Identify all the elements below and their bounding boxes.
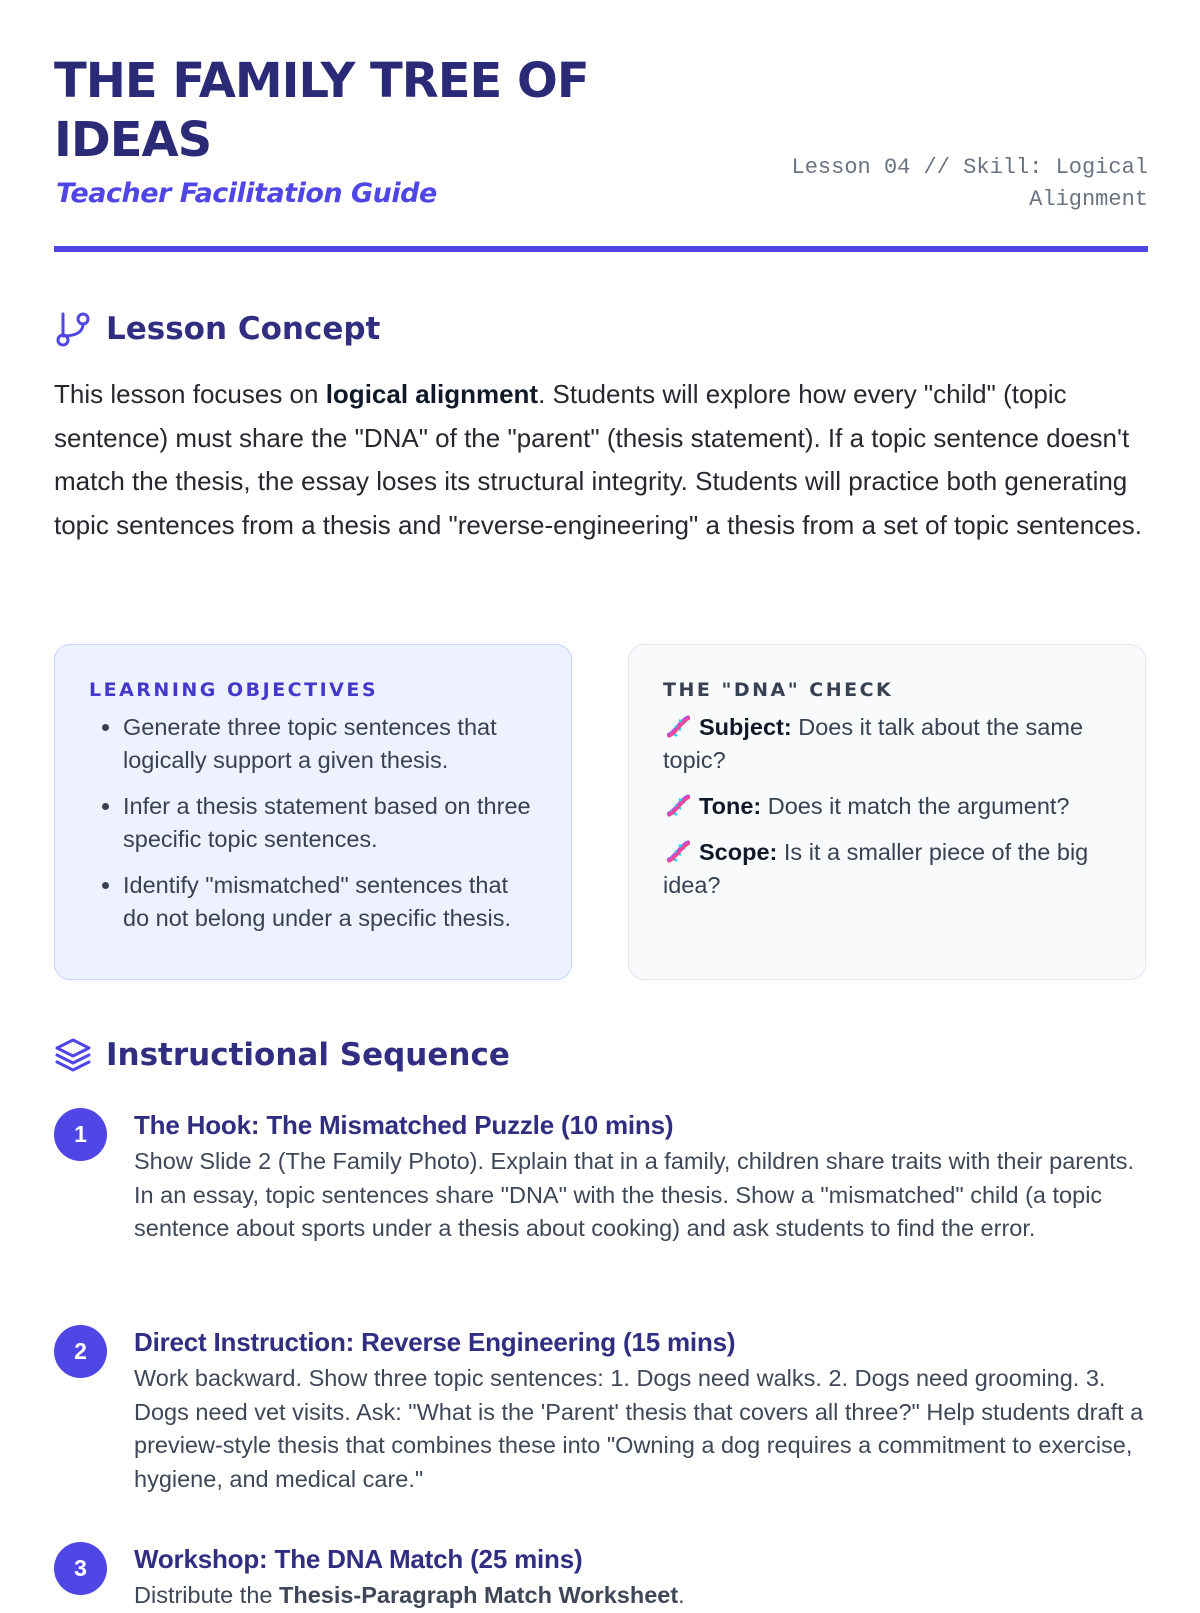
layers-icon	[54, 1036, 92, 1074]
instructional-sequence-heading	[54, 1036, 510, 1074]
dna-check-item	[663, 711, 1111, 777]
dna-icon	[663, 792, 693, 818]
dna-check-label: Subject:	[699, 714, 792, 740]
git-branch-icon	[54, 310, 92, 348]
step-title: The Hook: The Mismatched Puzzle (10 mins)	[134, 1110, 674, 1140]
objective-item: • Generate three topic sentences that logically support a given thesis.	[123, 711, 537, 777]
objective-item: • Infer a thesis statement based on three specific topic sentences.	[123, 790, 537, 856]
dna-icon	[663, 713, 693, 739]
step-title: Workshop: The DNA Match (25 mins)	[134, 1544, 583, 1574]
dna-icon	[663, 838, 693, 864]
objectives-title: LEARNING OBJECTIVES	[89, 679, 379, 701]
step-number: 2	[54, 1325, 107, 1378]
page-subtitle: Teacher Facilitation Guide	[56, 178, 437, 209]
section-label: Instructional Sequence	[106, 1037, 510, 1073]
step-description-end: .	[678, 1582, 685, 1608]
step-title: Direct Instruction: Reverse Engineering (15 mins)	[134, 1327, 736, 1357]
step-number: 3	[54, 1542, 107, 1595]
concept-paragraph	[54, 373, 1148, 547]
step-description-start: Distribute the	[134, 1582, 279, 1608]
dna-check-label: Scope:	[699, 839, 778, 865]
concept-text-start: This lesson focuses on	[54, 379, 326, 409]
learning-objectives-card	[54, 644, 572, 980]
header-divider	[54, 246, 1148, 252]
concept-text-end: . Students will explore how every "child" (topic sentence) must share the "DNA" of the "parent" (thesis statement). If a topic sentence doesn't match the thesis, the essay loses its structural integrity. Students will practice both generating topic sentences from a thesis and "reverse-engineering" a thesis from a set of topic sentences.	[54, 379, 1142, 540]
lesson-concept-heading	[54, 310, 380, 348]
dna-check-card	[628, 644, 1146, 980]
dna-check-item	[663, 836, 1111, 902]
concept-keyword: logical alignment	[325, 379, 539, 409]
worksheet-name: Thesis-Paragraph Match Worksheet	[278, 1582, 679, 1608]
page-title: THE FAMILY TREE OF IDEAS	[54, 53, 589, 168]
objective-item: • Identify "mismatched" sentences that do not belong under a specific thesis.	[123, 869, 537, 935]
step-number: 1	[54, 1108, 107, 1161]
step-body	[134, 1325, 1148, 1496]
step-description	[134, 1579, 1148, 1613]
step-body	[134, 1542, 1148, 1613]
dna-check-item	[663, 790, 1111, 823]
dna-check-text: Does it talk about the same topic?	[663, 714, 1084, 773]
step-description: Show Slide 2 (The Family Photo). Explain that in a family, children share traits with their parents. In an essay, topic sentences share "DNA" with the thesis. Show a "mismatched" child (a topic sentence about sports under a thesis about cooking) and ask students to find the error.	[134, 1148, 1135, 1241]
dna-check-text: Does it match the argument?	[767, 793, 1070, 819]
dna-check-text: Is it a smaller piece of the big idea?	[663, 839, 1089, 898]
section-label: Lesson Concept	[106, 311, 381, 347]
step-body	[134, 1108, 1148, 1246]
lesson-meta: Lesson 04 // Skill: Logical Alignment	[791, 155, 1148, 212]
dna-check-title: THE "DNA" CHECK	[663, 679, 894, 701]
step-description: Work backward. Show three topic sentences: 1. Dogs need walks. 2. Dogs need grooming. 3. Dogs need vet visits. Ask: "What is the 'Parent' thesis that covers all three?" Help students draft a preview-style thesis that combines these into "Owning a dog requires a commitment to exercise, hygiene, and medical care."	[134, 1365, 1144, 1492]
dna-check-label: Tone:	[699, 793, 762, 819]
header	[54, 52, 1148, 252]
objectives-list	[89, 711, 537, 935]
